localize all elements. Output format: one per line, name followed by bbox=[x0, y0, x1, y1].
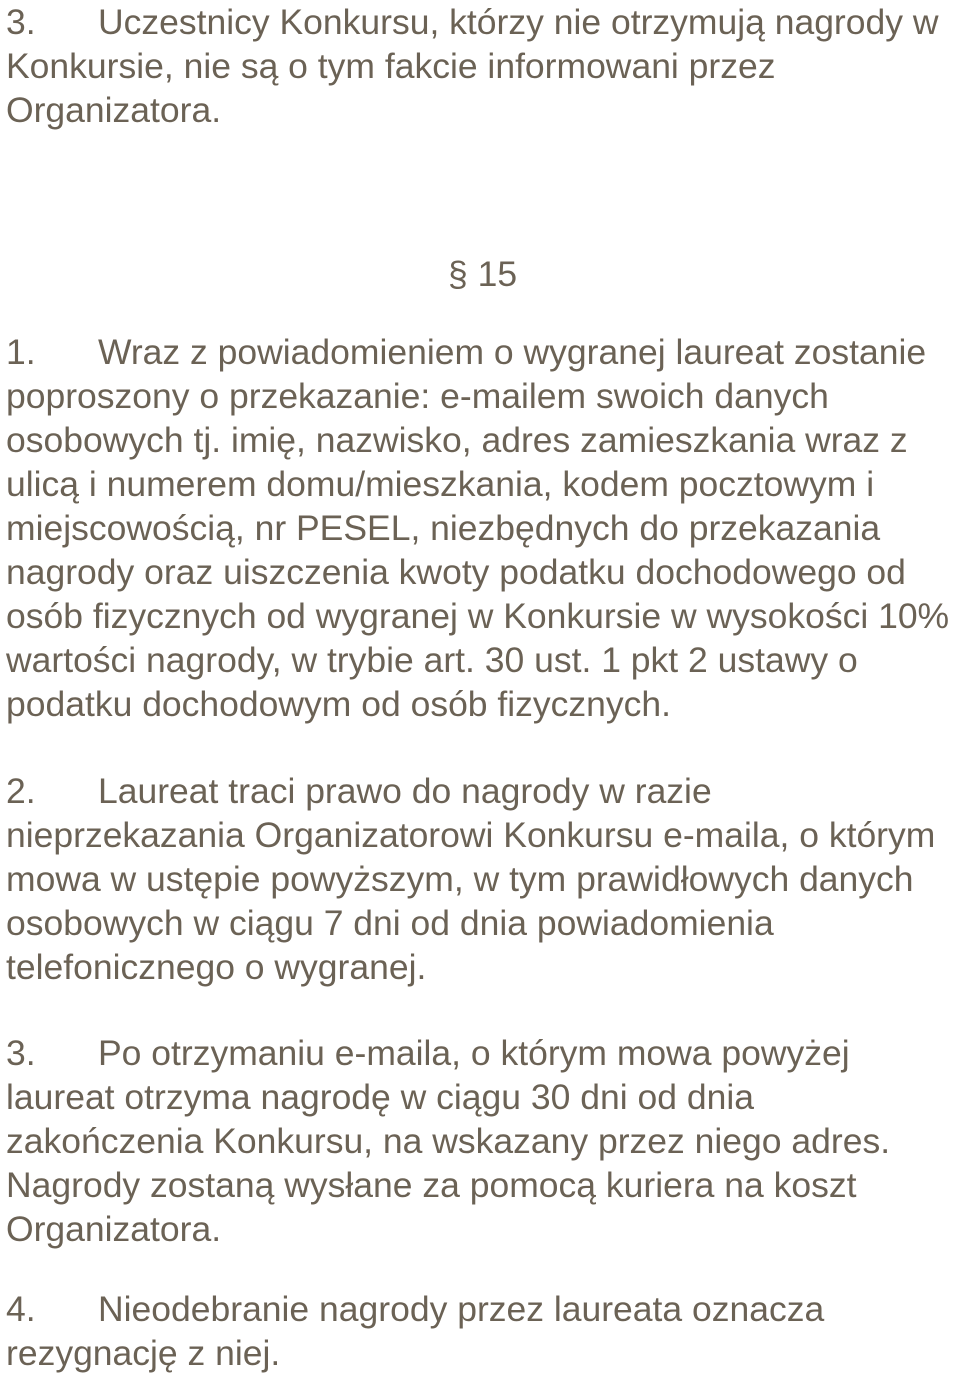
item-text: Uczestnicy Konkursu, którzy nie otrzymują nagrody w Konkursie, nie są o tym fakcie informowani przez Organizatora. bbox=[6, 2, 939, 130]
section-item-4 bbox=[6, 1287, 956, 1375]
item-number: 3. bbox=[6, 2, 36, 42]
item-text: Wraz z powiadomieniem o wygranej laureat zostanie poproszony o przekazanie: e-mailem swoich danych osobowych tj. imię, nazwisko, adres zamieszkania wraz z ulicą i numerem domu/mieszkania, kodem pocztowym i miejscowością, nr PESEL, niezbędnych do przekazania nagrody oraz uiszczenia kwoty podatku dochodowego od osób fizycznych od wygranej w Konkursie w wysokości 10% wartości nagrody, w trybie art. 30 ust. 1 pkt 2 ustawy o podatku dochodowym od osób fizycznych. bbox=[6, 332, 950, 724]
section-item-2 bbox=[6, 769, 956, 989]
item-number: 1. bbox=[6, 332, 36, 372]
item-text: Po otrzymaniu e-maila, o którym mowa powyżej laureat otrzyma nagrodę w ciągu 30 dni od dnia zakończenia Konkursu, na wskazany przez niego adres. Nagrody zostaną wysłane za pomocą kuriera na koszt Organizatora. bbox=[6, 1033, 891, 1249]
item-number: 4. bbox=[6, 1289, 36, 1329]
item-text: Nieodebranie nagrody przez laureata oznacza rezygnację z niej. bbox=[6, 1289, 825, 1373]
previous-section-item-3 bbox=[6, 0, 956, 132]
section-heading: § 15 bbox=[448, 254, 518, 294]
section-item-3 bbox=[6, 1031, 956, 1251]
item-number: 2. bbox=[6, 771, 36, 811]
item-number: 3. bbox=[6, 1033, 36, 1073]
item-text: Laureat traci prawo do nagrody w razie nieprzekazania Organizatorowi Konkursu e-maila, o którym mowa w ustępie powyższym, w tym prawidłowych danych osobowych w ciągu 7 dni od dnia powiadomienia telefonicznego o wygranej. bbox=[6, 771, 936, 987]
section-item-1 bbox=[6, 330, 956, 726]
